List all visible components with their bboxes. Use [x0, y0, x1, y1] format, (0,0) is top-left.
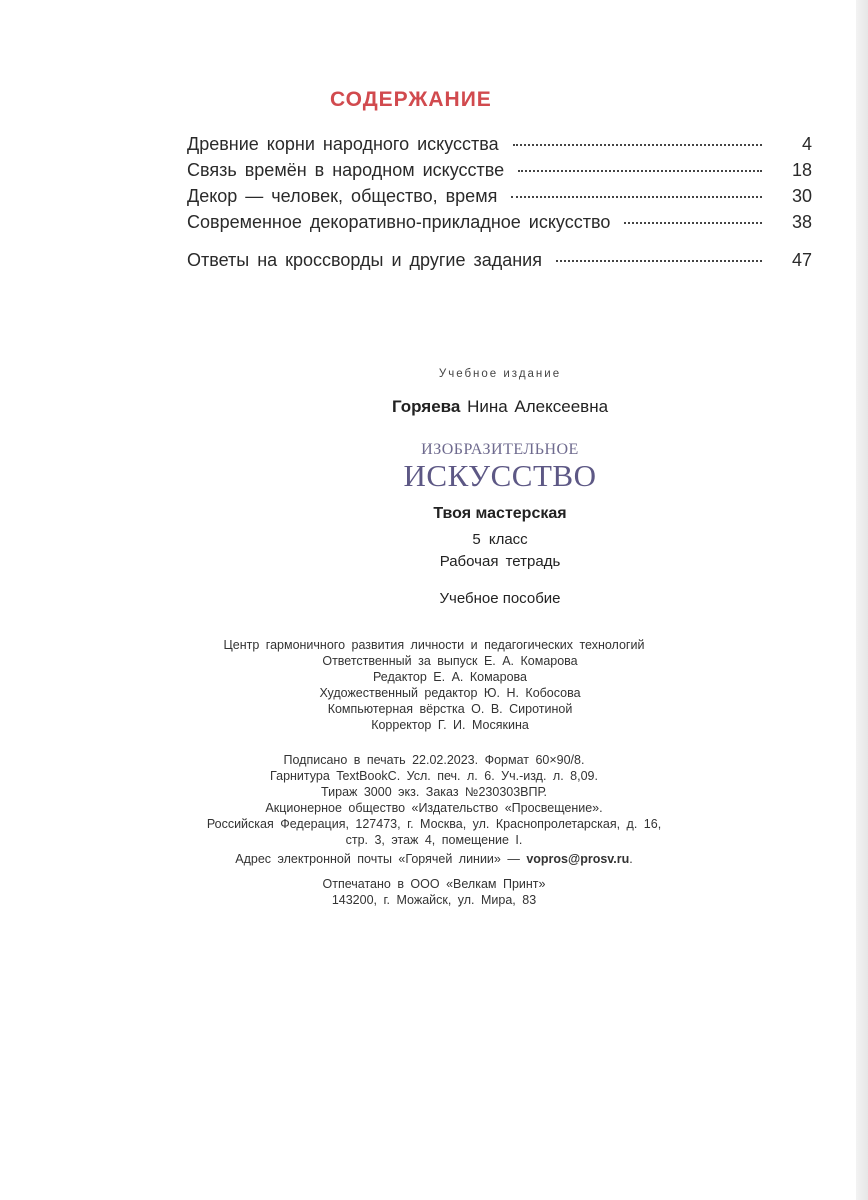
print-info-line: Гарнитура TextBookC. Усл. печ. л. 6. Уч.-изд. л. 8,09. — [270, 769, 598, 783]
contents-item — [187, 134, 812, 160]
author-surname: Горяева — [391, 397, 461, 416]
email-label: Адрес электронной почты «Горячей линии» — — [235, 852, 520, 866]
contents-item-page: 47 — [791, 250, 812, 270]
contents-item-label: Декор — человек, общество, время — [187, 186, 498, 206]
publisher-line: стр. 3, этаж 4, помещение I. — [345, 833, 523, 847]
print-info — [0, 752, 868, 800]
contents-title: СОДЕРЖАНИЕ — [330, 88, 492, 111]
dot-leader — [513, 144, 762, 146]
credit-line: Корректор Г. И. Мосякина — [371, 718, 529, 732]
printer-info — [0, 876, 868, 908]
manual-type: Учебное пособие — [439, 590, 561, 607]
contents-item-page: 38 — [791, 212, 812, 232]
dot-leader — [556, 260, 762, 262]
series-title-top: ИЗОБРАЗИТЕЛЬНОЕ — [421, 441, 579, 458]
series-title-main: ИСКУССТВО — [403, 458, 597, 493]
publisher-line: Российская Федерация, 127473, г. Москва, ул. Краснопролетарская, д. 16, — [206, 817, 662, 831]
credit-line: Редактор Е. А. Комарова — [373, 670, 527, 684]
email-suffix: . — [629, 852, 633, 866]
book-subtitle: Твоя мастерская — [433, 505, 567, 522]
contents-item — [187, 160, 812, 186]
contents-item-label: Современное декоративно-прикладное искусство — [187, 212, 611, 232]
hotline-email-line — [0, 851, 868, 867]
email-address: vopros@prosv.ru — [526, 852, 630, 866]
contents-item-page: 30 — [791, 186, 812, 206]
contents-item-page: 4 — [801, 134, 812, 154]
author — [370, 397, 630, 417]
author-name: Нина Алексеевна — [467, 397, 609, 416]
contents-item — [187, 186, 812, 212]
printer-line: Отпечатано в ООО «Велкам Принт» — [322, 877, 546, 891]
book-type: Рабочая тетрадь — [439, 553, 561, 570]
contents-list — [187, 134, 812, 276]
contents-item-page: 18 — [791, 160, 812, 180]
dot-leader — [518, 170, 762, 172]
publisher-info — [0, 800, 868, 848]
print-info-line: Тираж 3000 экз. Заказ №230303ВПР. — [321, 785, 547, 799]
printer-line: 143200, г. Можайск, ул. Мира, 83 — [331, 893, 537, 907]
credit-line: Центр гармоничного развития личности и педагогических технологий — [223, 638, 645, 652]
publisher-line: Акционерное общество «Издательство «Просвещение». — [265, 801, 603, 815]
contents-item-label: Связь времён в народном искусстве — [187, 160, 505, 180]
grade: 5 класс — [472, 531, 528, 548]
contents-item — [187, 212, 812, 238]
print-info-line: Подписано в печать 22.02.2023. Формат 60×90/8. — [283, 753, 585, 767]
imprint-label: Учебное издание — [438, 368, 562, 380]
credit-line: Художественный редактор Ю. Н. Кобосова — [319, 686, 581, 700]
hotline-email — [0, 851, 868, 867]
credit-line: Ответственный за выпуск Е. А. Комарова — [322, 654, 578, 668]
contents-item — [187, 250, 812, 276]
dot-leader — [511, 196, 762, 198]
page-edge-shadow — [856, 0, 868, 1200]
credit-line: Компьютерная вёрстка О. В. Сиротиной — [327, 702, 573, 716]
credits — [0, 637, 868, 733]
contents-item-label: Древние корни народного искусства — [187, 134, 499, 154]
dot-leader — [624, 222, 762, 224]
contents-item-label: Ответы на кроссворды и другие задания — [187, 250, 542, 270]
